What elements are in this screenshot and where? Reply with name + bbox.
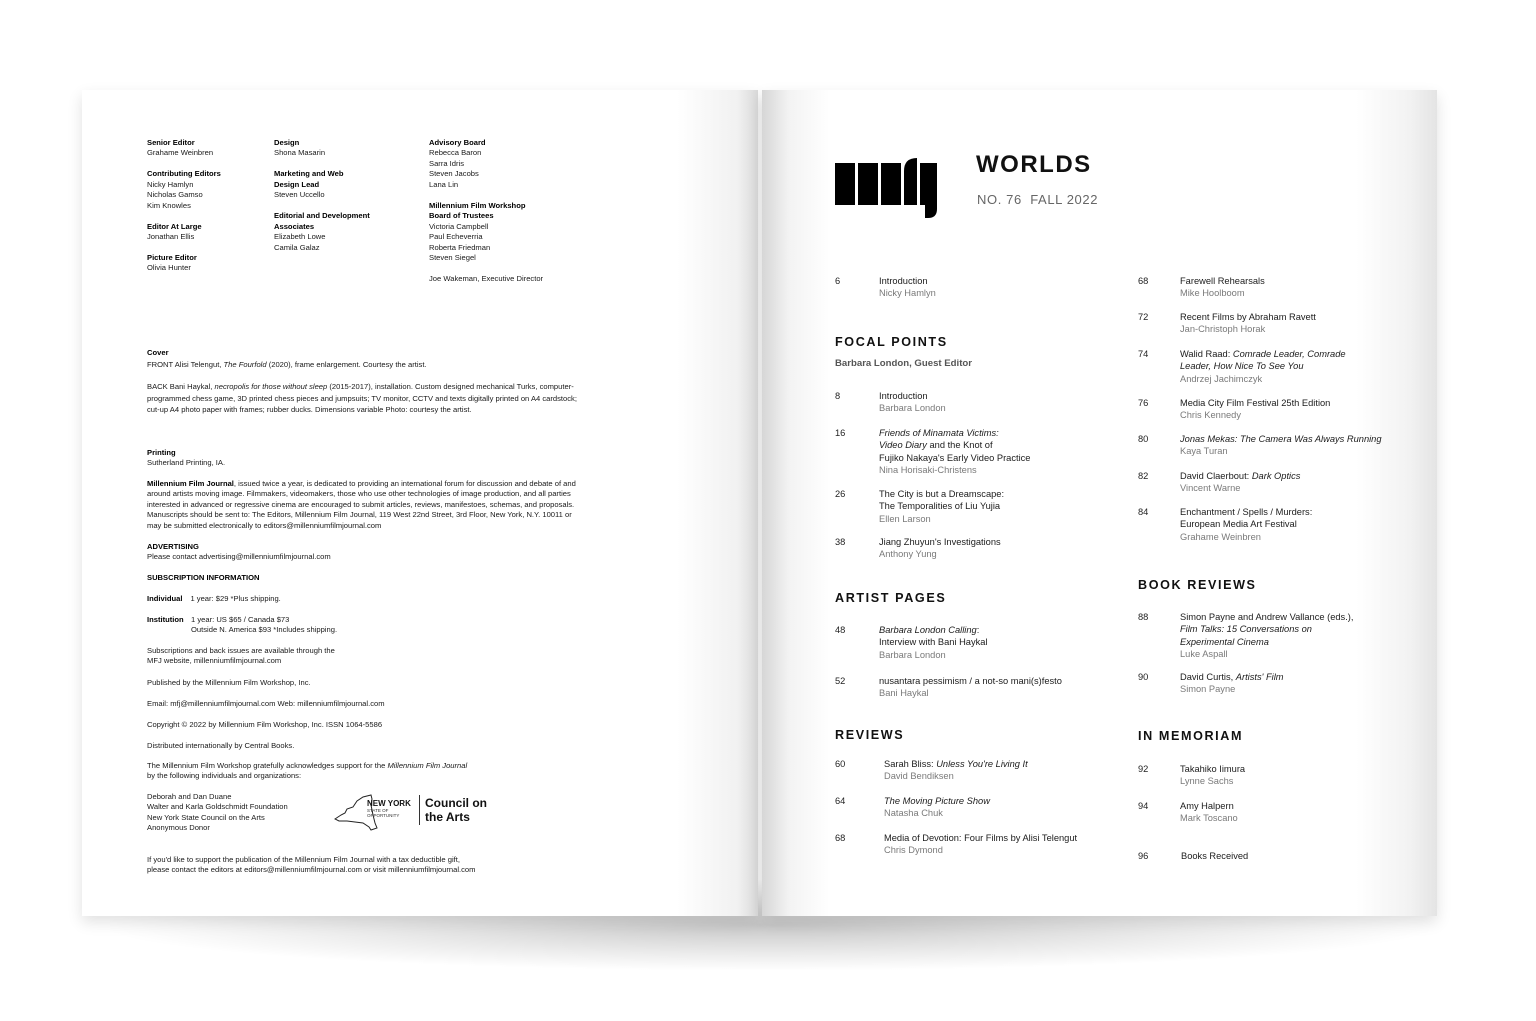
support-line: If you'd like to support the publication of the Millennium Film Journal with a tax deductible gift, xyxy=(147,855,460,864)
masthead-name: Paul Echeverria xyxy=(429,232,483,242)
cover-back xyxy=(147,381,577,416)
toc-entry-title xyxy=(879,390,946,402)
toc-title-text: David Curtis, xyxy=(1180,672,1236,682)
toc-entry[interactable] xyxy=(879,488,1004,525)
toc-entry[interactable] xyxy=(879,275,936,300)
issue-title: WORLDS xyxy=(976,151,1092,178)
toc-entry-author: Andrzej Jachimczyk xyxy=(1180,373,1263,384)
donor-name: New York State Council on the Arts xyxy=(147,812,265,822)
toc-entry-title xyxy=(879,439,1030,451)
toc-entry[interactable] xyxy=(1180,470,1300,495)
toc-entry-title xyxy=(879,536,1001,548)
text-segment: Manuscripts should be sent to: The Editors, Millennium Film Journal, 119 West 22nd Street, 3rd Floor, New York, N.Y. 10011 or xyxy=(147,510,572,520)
toc-title-text: David Claerbout: xyxy=(1180,471,1252,481)
toc-title-text: The Temporalities of Liu Yujia xyxy=(879,501,1001,512)
toc-page-number: 94 xyxy=(1138,801,1149,811)
toc-entry-title xyxy=(1180,397,1330,409)
toc-page-number: 48 xyxy=(835,625,846,635)
toc-entry-author: Vincent Warne xyxy=(1180,483,1241,494)
text-segment: by the following individuals and organizations: xyxy=(147,771,302,781)
institution-line: Outside N. America $93 *Includes shipping. xyxy=(191,625,338,635)
toc-entry[interactable] xyxy=(879,390,946,415)
toc-entry-author: Chris Kennedy xyxy=(1180,410,1241,421)
toc-page-number: 90 xyxy=(1138,672,1149,682)
masthead-role: Advisory Board xyxy=(429,138,486,147)
toc-entry[interactable] xyxy=(879,675,1062,700)
masthead-name: Rebecca Baron xyxy=(429,148,482,158)
masthead-group xyxy=(147,253,221,274)
nysca-council: the Arts xyxy=(425,810,470,824)
text-segment: , issued twice a year, is dedicated to providing an international forum for discussion and debate of and xyxy=(233,479,576,488)
issue-number: NO. 76 xyxy=(977,192,1022,207)
toc-entry-title xyxy=(1180,360,1346,372)
subscription-individual xyxy=(147,594,281,604)
donor-name: Walter and Karla Goldschmidt Foundation xyxy=(147,802,288,812)
masthead-role: Millennium Film Workshop xyxy=(429,200,526,210)
cover-back-line xyxy=(147,381,577,393)
donor-name: Anonymous Donor xyxy=(147,823,210,833)
masthead-group xyxy=(429,274,543,284)
text-segment: The Fourfold xyxy=(223,359,267,369)
toc-entry[interactable] xyxy=(884,758,1028,783)
toc-title-text: The Moving Picture Show xyxy=(884,796,990,806)
toc-section-heading: BOOK REVIEWS xyxy=(1138,578,1257,592)
text-segment: cut-up A4 photo paper with frames; rubber ducks. Dimensions variable Photo: courtesy the artist. xyxy=(147,405,472,414)
toc-entry-title xyxy=(879,488,1004,500)
masthead-name: Kim Knowles xyxy=(147,200,191,210)
toc-page-number: 72 xyxy=(1138,312,1149,322)
printing-text: Sutherland Printing, IA. xyxy=(147,458,226,468)
masthead-name: Steven Uccello xyxy=(274,190,325,200)
toc-entry-title xyxy=(879,427,1030,439)
toc-entry-title xyxy=(1180,636,1353,648)
toc-entry-title xyxy=(884,758,1028,770)
text-segment: interested in advanced or regressive cinema are encouraged to submit articles, reviews, manifestoes, schemas, and proposals. xyxy=(147,499,575,509)
toc-entry-author: Jan-Christoph Horak xyxy=(1180,324,1266,335)
distribution-line xyxy=(147,741,294,751)
masthead-group xyxy=(274,138,370,159)
masthead-role: Marketing and Web xyxy=(274,169,344,179)
toc-entry-title xyxy=(1180,506,1312,518)
copyright-text: Copyright © 2022 by Millennium Film Workshop, Inc. ISSN 1064-5586 xyxy=(147,720,383,729)
toc-page-number: 6 xyxy=(835,276,841,286)
donor-list xyxy=(147,792,288,834)
about-journal xyxy=(147,479,576,531)
toc-title-text: Amy Halpern xyxy=(1180,801,1234,811)
masthead-group xyxy=(429,201,543,264)
text-segment: Millennium Film Journal xyxy=(387,761,468,770)
toc-entry-title xyxy=(1180,611,1353,623)
toc-entry-title xyxy=(1180,623,1353,635)
text-segment: Millennium Film Journal xyxy=(147,479,234,488)
toc-title-text: The City is but a Dreamscape: xyxy=(879,489,1005,499)
advertising-text: Please contact advertising@millenniumfilmjournal.com xyxy=(147,552,331,562)
toc-page-number: 60 xyxy=(835,759,846,769)
about-line xyxy=(147,500,576,510)
toc-entry-title xyxy=(879,500,1004,512)
advertising-heading: ADVERTISING xyxy=(147,542,199,551)
toc-page-number: 88 xyxy=(1138,612,1149,622)
toc-entry-title xyxy=(1180,348,1346,360)
toc-entry[interactable] xyxy=(1180,611,1353,660)
masthead-group xyxy=(147,138,221,159)
toc-entry-author: Lynne Sachs xyxy=(1180,776,1234,787)
toc-entry[interactable] xyxy=(879,624,988,661)
toc-page-number: 68 xyxy=(1138,276,1149,286)
masthead-name: Olivia Hunter xyxy=(147,263,191,273)
printing-heading: Printing xyxy=(147,448,176,457)
toc-entry-author: Luke Aspall xyxy=(1180,648,1228,659)
masthead-group xyxy=(147,222,221,243)
contact-text: Email: mfj@millenniumfilmjournal.com Web: millenniumfilmjournal.com xyxy=(147,699,385,708)
toc-entry[interactable] xyxy=(884,795,990,820)
right-page-contents xyxy=(762,90,1437,916)
toc-title-text: Media City Film Festival 25th Edition xyxy=(1180,398,1331,408)
toc-title-text: Recent Films by Abraham Ravett xyxy=(1180,312,1316,322)
support-line: please contact the editors at editors@millenniumfilmjournal.com or visit millenniumfilmjournal.com xyxy=(147,865,476,875)
toc-title-text: Unless You're Living It xyxy=(936,759,1028,769)
acknowledgement-line xyxy=(147,771,467,781)
toc-section-heading: IN MEMORIAM xyxy=(1138,729,1244,743)
distribution-text: Distributed internationally by Central Books. xyxy=(147,741,295,750)
toc-page-number: 92 xyxy=(1138,764,1149,774)
toc-entry[interactable] xyxy=(1180,397,1330,422)
subscription-heading-block xyxy=(147,573,260,583)
toc-title-text: Simon Payne and Andrew Vallance (eds.), xyxy=(1180,612,1354,622)
toc-section-heading: REVIEWS xyxy=(835,728,905,742)
masthead-role: Associates xyxy=(274,221,315,231)
toc-title-text: Introduction xyxy=(879,391,928,401)
left-page-masthead xyxy=(82,90,758,916)
masthead-group xyxy=(274,169,370,200)
masthead-name: Nicky Hamlyn xyxy=(147,179,194,189)
toc-entry[interactable] xyxy=(1180,800,1238,825)
toc-entry-title xyxy=(1180,311,1316,323)
masthead-name: Steven Siegel xyxy=(429,252,476,262)
toc-entry-author: Grahame Weinbren xyxy=(1180,531,1261,542)
toc-entry-title xyxy=(1180,800,1238,812)
toc-entry-author: Anthony Yung xyxy=(879,549,937,560)
toc-entry-title xyxy=(879,452,1030,464)
mfj-logo xyxy=(835,157,947,219)
toc-entry-title xyxy=(879,675,1062,687)
masthead-group xyxy=(429,138,543,190)
about-line xyxy=(147,521,576,531)
about-line xyxy=(147,510,576,520)
toc-entry[interactable] xyxy=(1180,433,1382,458)
toc-title-text: Leader, How Nice To See You xyxy=(1180,361,1304,372)
toc-entry-author: Mark Toscano xyxy=(1180,813,1238,824)
toc-title-text: Fujiko Nakaya's Early Video Practice xyxy=(879,452,1031,463)
toc-title-text: European Media Art Festival xyxy=(1180,519,1297,530)
text-segment: The Millennium Film Workshop gratefully acknowledges support for the xyxy=(147,761,388,770)
masthead-group xyxy=(147,169,221,211)
toc-entry-title xyxy=(879,275,936,287)
toc-entry-author: Bani Haykal xyxy=(879,688,929,699)
toc-title-text: Introduction xyxy=(879,276,928,286)
text-segment: programmed chess game, 3D printed chess pieces and jumpsuits; TV monitor, CCTV and texts digitally printed on A4 cardstock; xyxy=(147,393,577,403)
publisher-text: Published by the Millennium Film Workshop, Inc. xyxy=(147,678,311,687)
masthead-name: Jonathan Ellis xyxy=(147,232,195,242)
toc-entry-author: Ellen Larson xyxy=(879,513,931,524)
toc-entry-title xyxy=(879,624,988,636)
toc-entry-author: Nina Horisaki-Christens xyxy=(879,464,977,475)
text-segment: (2015-2017), installation. Custom designed mechanical Turks, computer- xyxy=(327,382,574,391)
masthead-role: Design xyxy=(274,138,300,147)
institution-text xyxy=(191,615,337,636)
cover-back-line xyxy=(147,404,577,416)
masthead-name: Lana Lin xyxy=(429,179,459,189)
toc-title-text: Takahiko Iimura xyxy=(1180,764,1246,774)
toc-page-number: 84 xyxy=(1138,507,1149,517)
toc-entry-title xyxy=(1180,671,1284,683)
toc-title-text: Interview with Bani Haykal xyxy=(879,637,988,648)
toc-title-text: Film Talks: 15 Conversations on xyxy=(1180,624,1312,635)
toc-title-text: Walid Raad: xyxy=(1180,349,1233,359)
toc-entry-author: Simon Payne xyxy=(1180,684,1236,695)
toc-entry[interactable] xyxy=(1180,506,1312,543)
masthead-role: Picture Editor xyxy=(147,252,197,262)
toc-entry[interactable] xyxy=(879,427,1030,476)
toc-entry-title xyxy=(884,795,990,807)
toc-title-text: Experimental Cinema xyxy=(1180,636,1269,647)
toc-title-text: Books Received xyxy=(1181,851,1249,861)
printing-credit xyxy=(147,448,225,469)
toc-page-number: 82 xyxy=(1138,471,1149,481)
toc-title-text: Dark Optics xyxy=(1251,471,1301,481)
toc-page-number: 26 xyxy=(835,489,846,499)
toc-page-number: 38 xyxy=(835,537,846,547)
toc-title-text: Artists' Film xyxy=(1235,672,1284,682)
individual-text: 1 year: $29 *Plus shipping. xyxy=(190,594,281,603)
donor-name: Deborah and Dan Duane xyxy=(147,792,232,801)
masthead-name: Elizabeth Lowe xyxy=(274,232,326,242)
about-line xyxy=(147,489,576,499)
about-line xyxy=(147,479,576,489)
cover-heading: Cover xyxy=(147,348,169,357)
acknowledgement xyxy=(147,761,467,782)
toc-title-text: and the Knot of xyxy=(926,440,993,451)
toc-title-text: Media of Devotion: Four Films by Alisi Telengut xyxy=(884,833,1078,843)
toc-entry-title xyxy=(879,636,988,648)
text-segment: BACK Bani Haykal, xyxy=(147,382,215,391)
toc-entry[interactable] xyxy=(1181,850,1248,862)
toc-entry-author: Natasha Chuk xyxy=(884,808,943,819)
toc-page-number: 8 xyxy=(835,391,841,401)
toc-entry-title xyxy=(884,832,1077,844)
nysca-tagline: OPPORTUNITY xyxy=(367,813,400,818)
toc-entry-title xyxy=(1180,518,1312,530)
cover-front xyxy=(147,359,577,371)
advertising-info xyxy=(147,542,331,563)
cover-back-line xyxy=(147,393,577,405)
masthead-name: Steven Jacobs xyxy=(429,169,479,179)
institution-line: 1 year: US $65 / Canada $73 xyxy=(191,615,290,624)
toc-entry[interactable] xyxy=(879,536,1001,561)
masthead-name: Victoria Campbell xyxy=(429,221,489,231)
availability-line: Subscriptions and back issues are available through the xyxy=(147,646,335,655)
masthead-name: Joe Wakeman, Executive Director xyxy=(429,273,544,283)
toc-section-heading: ARTIST PAGES xyxy=(835,591,947,605)
masthead-role: Board of Trustees xyxy=(429,211,494,221)
issue-number-season xyxy=(977,192,1098,207)
copyright-line xyxy=(147,720,382,730)
nysca-council: Council on xyxy=(425,796,487,810)
toc-entry-title xyxy=(1180,763,1245,775)
toc-title-text: Jonas Mekas: The Camera Was Always Running xyxy=(1180,434,1382,444)
text-segment: FRONT Alisi Telengut, xyxy=(147,359,224,369)
toc-entry-author: Mike Hoolboom xyxy=(1180,288,1245,299)
masthead-name: Camila Galaz xyxy=(274,242,320,252)
institution-label: Institution xyxy=(147,615,184,624)
acknowledgement-line xyxy=(147,761,467,771)
toc-title-text: Friends of Minamata Victims: xyxy=(879,428,999,438)
issue-season: FALL 2022 xyxy=(1030,192,1099,207)
text-segment: may be submitted electronically to editors@millenniumfilmjournal.com xyxy=(147,520,382,530)
toc-title-text: Sarah Bliss: xyxy=(884,759,937,769)
masthead-role: Editorial and Development xyxy=(274,211,370,221)
toc-title-text: Video Diary xyxy=(879,440,927,451)
toc-page-number: 74 xyxy=(1138,349,1149,359)
toc-entry[interactable] xyxy=(1180,671,1284,696)
toc-title-text: nusantara pessimism / a not-so mani(s)festo xyxy=(879,676,1062,686)
masthead-role: Design Lead xyxy=(274,179,320,189)
cover-credits xyxy=(147,347,577,416)
masthead-name: Roberta Friedman xyxy=(429,242,491,252)
toc-page-number: 52 xyxy=(835,676,846,686)
toc-entry[interactable] xyxy=(1180,763,1245,788)
toc-title-text: Barbara London Calling xyxy=(879,625,977,635)
toc-entry-title xyxy=(1180,275,1265,287)
support-note xyxy=(147,855,475,876)
toc-entry-author: Barbara London xyxy=(879,403,946,414)
toc-entry-author: Barbara London xyxy=(879,649,946,660)
toc-entry-title xyxy=(1181,850,1248,862)
masthead-name: Shona Masarin xyxy=(274,148,326,158)
availability-line: MFJ website, millenniumfilmjournal.com xyxy=(147,656,282,666)
toc-page-number: 64 xyxy=(835,796,846,806)
masthead-column xyxy=(274,138,370,263)
toc-section-heading: FOCAL POINTS xyxy=(835,335,948,349)
nysca-tagline: STATE OF xyxy=(367,808,389,813)
nysca-divider xyxy=(419,795,420,825)
toc-guest-editor: Barbara London, Guest Editor xyxy=(835,358,972,369)
masthead-group xyxy=(274,211,370,253)
toc-title-text: : xyxy=(976,625,980,635)
toc-title-text: Comrade Leader, Comrade xyxy=(1232,349,1346,359)
masthead-name: Sarra Idris xyxy=(429,158,465,168)
toc-entry[interactable] xyxy=(1180,275,1265,300)
toc-title-text: Enchantment / Spells / Murders: xyxy=(1180,507,1313,517)
contact-line xyxy=(147,699,385,709)
toc-title-text: Farewell Rehearsals xyxy=(1180,276,1265,286)
toc-entry[interactable] xyxy=(884,832,1077,857)
masthead-role: Editor At Large xyxy=(147,221,202,231)
toc-page-number: 68 xyxy=(835,833,846,843)
text-segment: necropolis for those without sleep xyxy=(214,382,328,391)
publisher-line xyxy=(147,678,311,688)
nysca-logo xyxy=(333,793,503,833)
toc-page-number: 80 xyxy=(1138,434,1149,444)
subscription-availability xyxy=(147,646,335,667)
text-segment: (2020), frame enlargement. Courtesy the artist. xyxy=(266,359,427,369)
toc-entry-title xyxy=(1180,433,1382,445)
nysca-state: NEW YORK xyxy=(367,799,411,808)
masthead-name: Nicholas Gamso xyxy=(147,190,203,200)
toc-page-number: 16 xyxy=(835,428,846,438)
masthead-column xyxy=(429,138,543,295)
text-segment: around artists moving image. Filmmakers, videomakers, those who use other technologies of image production, and all parties xyxy=(147,489,571,499)
subscription-heading: SUBSCRIPTION INFORMATION xyxy=(147,573,260,582)
masthead-name: Grahame Weinbren xyxy=(147,148,214,158)
masthead-column xyxy=(147,138,221,284)
toc-entry[interactable] xyxy=(1180,311,1316,336)
subscription-institution xyxy=(147,615,338,635)
toc-page-number: 76 xyxy=(1138,398,1149,408)
masthead-role: Contributing Editors xyxy=(147,169,221,179)
toc-entry[interactable] xyxy=(1180,348,1346,385)
masthead-role: Senior Editor xyxy=(147,138,195,147)
toc-entry-author: Nicky Hamlyn xyxy=(879,288,936,299)
toc-entry-author: Kaya Turan xyxy=(1180,446,1228,457)
toc-entry-title xyxy=(1180,470,1300,482)
toc-entry-author: David Bendiksen xyxy=(884,771,954,782)
individual-label: Individual xyxy=(147,594,183,603)
toc-page-number: 96 xyxy=(1138,851,1149,861)
toc-title-text: Jiang Zhuyun's Investigations xyxy=(879,537,1001,547)
toc-entry-author: Chris Dymond xyxy=(884,845,943,856)
